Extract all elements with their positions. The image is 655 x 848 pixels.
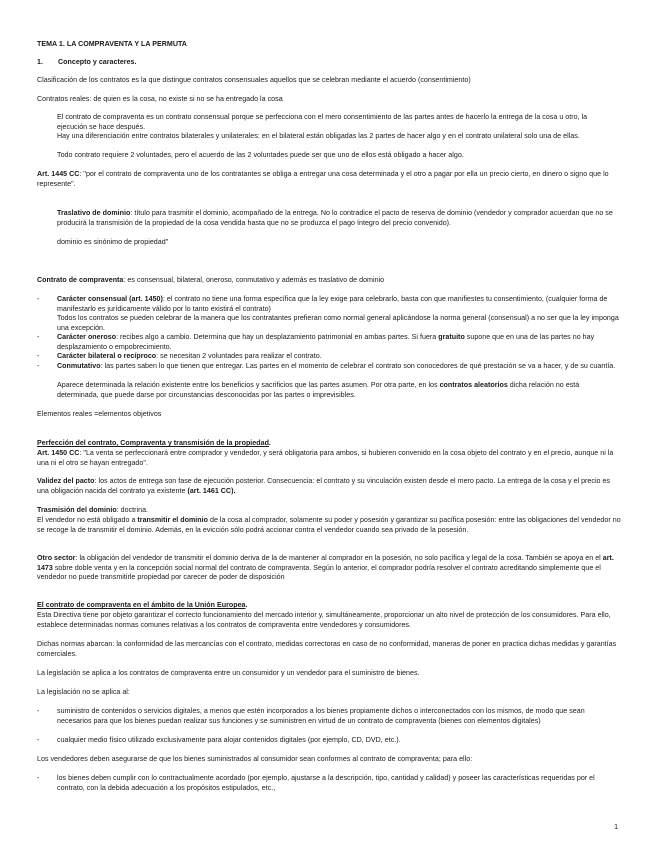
document-title: TEMA 1. LA COMPRAVENTA Y LA PERMUTA <box>37 40 187 48</box>
transmision-paragraph <box>37 516 622 535</box>
ue-paragraph-5: Los vendedores deben asegurarse de que los bienes suministrados al consumidor sean conformes al contrato de compraventa; para ello: <box>37 755 473 763</box>
list-dash: - <box>37 774 40 782</box>
oneroso-label: Carácter oneroso <box>57 333 117 341</box>
article-1445-label: Art. 1445 CC <box>37 170 80 178</box>
elementos-reales: Elementos reales =elementos objetivos <box>37 410 162 418</box>
article-1450 <box>37 449 622 468</box>
otro-sector-text: : la obligación del vendedor de transmitir el dominio deriva de la de mantener al comprador en la posesión, no solo pacífica y legal de la cosa. También se apoya en el <box>75 554 603 562</box>
list-item-bilateral <box>57 352 619 362</box>
conmutativo-extra-a: Aparece determinada la relación existente entre los beneficios y sacrificios que las partes asumen. Por otra parte, en los <box>57 381 440 389</box>
perfeccion-heading-dot: . <box>268 439 271 447</box>
list-dash: - <box>37 333 40 341</box>
page-number: 1 <box>614 824 618 831</box>
gratuito-label: gratuito <box>438 333 465 341</box>
transmision-label: Trasmisión del dominio <box>37 506 117 514</box>
list-dash: - <box>37 295 40 303</box>
consensual-text: : el contrato no tiene una forma específica que la ley exige para celebrarlo, basta con que manifiestes tu consentimiento, (cualquier forma de manifestarlo es jurídicamente válido por lo tanto existirá el contrato) <box>57 295 608 313</box>
validez-paragraph <box>37 477 622 496</box>
transmision-heading <box>37 506 622 516</box>
traslativo-line2: dominio es sinónimo de propiedad" <box>57 238 169 246</box>
section-1-number: 1. <box>37 58 43 66</box>
paragraph-classification: Clasificación de los contratos es la que distingue contratos consensuales aquellos que se celebran mediante el acuerdo (consentimiento) <box>37 76 471 84</box>
contrato-label: Contrato de compraventa <box>37 276 124 284</box>
ue-list-item: cualquier medio físico utilizado exclusivamente para alojar contenidos digitales (por ejemplo, CD, DVD, etc.). <box>57 736 401 744</box>
otro-sector-text2: sobre doble venta y en la concepción social normal del contrato de compraventa. Según lo anterior, el comprador podría resolver el contrato acreditando simplemente que el vendedor no puede transmitirle propiedad por carecer de poder de disposición <box>37 563 601 582</box>
list-dash: - <box>37 707 40 715</box>
ue-paragraph-1: Esta Directiva tiene por objeto garantizar el correcto funcionamiento del mercado interior y, simultáneamente, proporcionar un alto nivel de protección de los consumidores. Para ello, establece determinadas normas comunes relativas a los contratos de compraventa entre vendedores y consumidores. <box>37 611 611 629</box>
article-1445 <box>37 170 619 189</box>
ue-list-item: los bienes deben cumplir con lo contractualmente acordado (por ejemplo, ajustarse a la descripción, tipo, cantidad y calidad) y poseer las características requeridas por el contrato, con la debida adecuación a los propósitos estipulados, etc., <box>57 774 595 792</box>
otro-sector-paragraph <box>37 554 622 583</box>
ue-paragraph-4: La legislación no se aplica al: <box>37 688 130 696</box>
list-item-oneroso <box>57 333 619 352</box>
traslativo-text: : título para trasmitir el dominio, acompañado de la entrega. No lo contradice el pacto de reserva de dominio (vendedor y comprador acuerdan que no se producirá la transmisión de la propiedad de la cosa vendida hasta que no se produzca el pago íntegro del precio convenido). <box>57 209 613 227</box>
otro-sector-label: Otro sector <box>37 554 76 562</box>
bilateral-label: Carácter bilateral o recíproco <box>57 352 157 360</box>
list-dash: - <box>37 362 40 370</box>
ue-paragraph-3: La legislación se aplica a los contratos de compraventa entre un consumidor y un vendedor para el suministro de bienes. <box>37 669 420 677</box>
conmutativo-label: Conmutativo <box>57 362 101 370</box>
ue-paragraph-2: Dichas normas abarcan: la conformidad de las mercancías con el contrato, medidas correctoras en caso de no conformidad, maneras de poner en practica dichas medidas y garantías comerciales. <box>37 640 617 658</box>
transmitir-dominio: transmitir el dominio <box>137 516 208 524</box>
conmutativo-extra <box>57 381 619 400</box>
list-dash: - <box>37 736 40 744</box>
traslativo-paragraph <box>57 209 617 228</box>
ue-heading-line <box>37 601 622 611</box>
indent-consensual: El contrato de compraventa es un contrato consensual porque se perfecciona con el mero consentimiento de las partes antes de hacerlo la entrega de la cosa u otro, la ejecución se hace después. <box>57 113 588 131</box>
perfeccion-heading-line <box>37 439 622 449</box>
list-dash: - <box>37 352 40 360</box>
list-item-conmutativo <box>57 362 619 372</box>
ue-heading-dot: . <box>245 601 248 609</box>
aleatorios-label: contratos aleatorios <box>439 381 508 389</box>
article-1473: art. 1473 <box>37 554 614 572</box>
transmision-text: : doctrina. <box>116 506 149 514</box>
validez-label: Validez del pacto <box>37 477 95 485</box>
indent-bilateral: Hay una diferenciación entre contratos bilaterales y unilaterales: en el bilateral están obligadas las 2 partes de hacer algo y en el contrato unilateral solo una de ellas. <box>57 132 580 140</box>
bilateral-text: : se necesitan 2 voluntades para realizar el contrato. <box>156 352 322 360</box>
conmutativo-text: : las partes saben lo que tienen que entregar. Las partes en el momento de celebrar el contrato son conocedores de qué prestación se va a hacer, y de su cuantía. <box>100 362 616 370</box>
consensual-label: Carácter consensual (art. 1450) <box>57 295 163 303</box>
transmision-p-a: El vendedor no está obligado a <box>37 516 138 524</box>
transmision-p-c: de la cosa al comprador, solamente su poder y posesión y garantizar su pacífica posesión: entre las obligaciones del vendedor no se recoge la de transmitir el dominio. Además, en la evicción sólo podrá accionar contra el vendedor cuando sea privado de la posesión. <box>37 516 621 534</box>
indent-voluntades: Todo contrato requiere 2 voluntades, pero el acuerdo de las 2 voluntades puede ser que uno de ellos está obligado a hacer algo. <box>57 151 464 159</box>
ue-list-item: suministro de contenidos o servicios digitales, a menos que estén incorporados a los bienes propiamente dichos o interconectados con los mismos, de modo que sean necesarios para que los bienes puedan realizar sus funciones y se suministren en virtud de un contrato de compraventa (bienes con elementos digitales) <box>57 707 585 725</box>
oneroso-text2: supone que en una de las partes no hay desplazamiento o empobrecimiento. <box>57 333 595 351</box>
list-item-consensual <box>57 295 619 314</box>
article-1445-text: : "por el contrato de compraventa uno de los contratantes se obliga a entregar una cosa determinada y el otro a pagar por ella un precio cierto, en dinero o signo que lo represente". <box>37 170 609 188</box>
oneroso-text: : recibes algo a cambio. Determina que hay un desplazamiento patrimonial en ambas partes. Si fuera <box>116 333 439 341</box>
article-1450-label: Art. 1450 CC <box>37 449 80 457</box>
validez-text: : los actos de entrega son fase de ejecución posterior. Consecuencia: el contrato y su vinculación existen desde el mero pacto. La entrega de la cosa y el precio es una obligación nacida del contrato ya existente <box>37 477 611 495</box>
conmutativo-extra-c: dicha relación no está determinada, que puede darse por circunstancias desconocidas por las partes o imprevisibles. <box>57 381 580 399</box>
section-1-heading: Concepto y caracteres. <box>58 58 137 66</box>
contrato-text: : es consensual, bilateral, oneroso, conmutativo y además es traslativo de dominio <box>123 276 385 284</box>
ue-heading: El contrato de compraventa en el ámbito de la Unión Europea <box>37 601 246 609</box>
validez-article: (art. 1461 CC). <box>187 486 236 495</box>
traslativo-label: Traslativo de dominio <box>57 209 131 217</box>
paragraph-real-contracts: Contratos reales: de quien es la cosa, no existe si no se ha entregado la cosa <box>37 95 283 103</box>
perfeccion-heading: Perfección del contrato, Compraventa y transmisión de la propiedad <box>37 439 269 447</box>
contrato-paragraph <box>37 276 622 286</box>
consensual-extra: Todos los contratos se pueden celebrar de la manera que los contratantes prefieran como normal general aplicándose la norma general (consensual) a no ser que la ley imponga una excepción. <box>57 314 619 332</box>
article-1450-text: : "La venta se perfeccionará entre comprador y vendedor, y será obligatoria para ambos, si hubieren convenido en la cosa objeto del contrato y en el precio, aunque ni la una ni el otro se hayan entregado". <box>37 449 614 467</box>
